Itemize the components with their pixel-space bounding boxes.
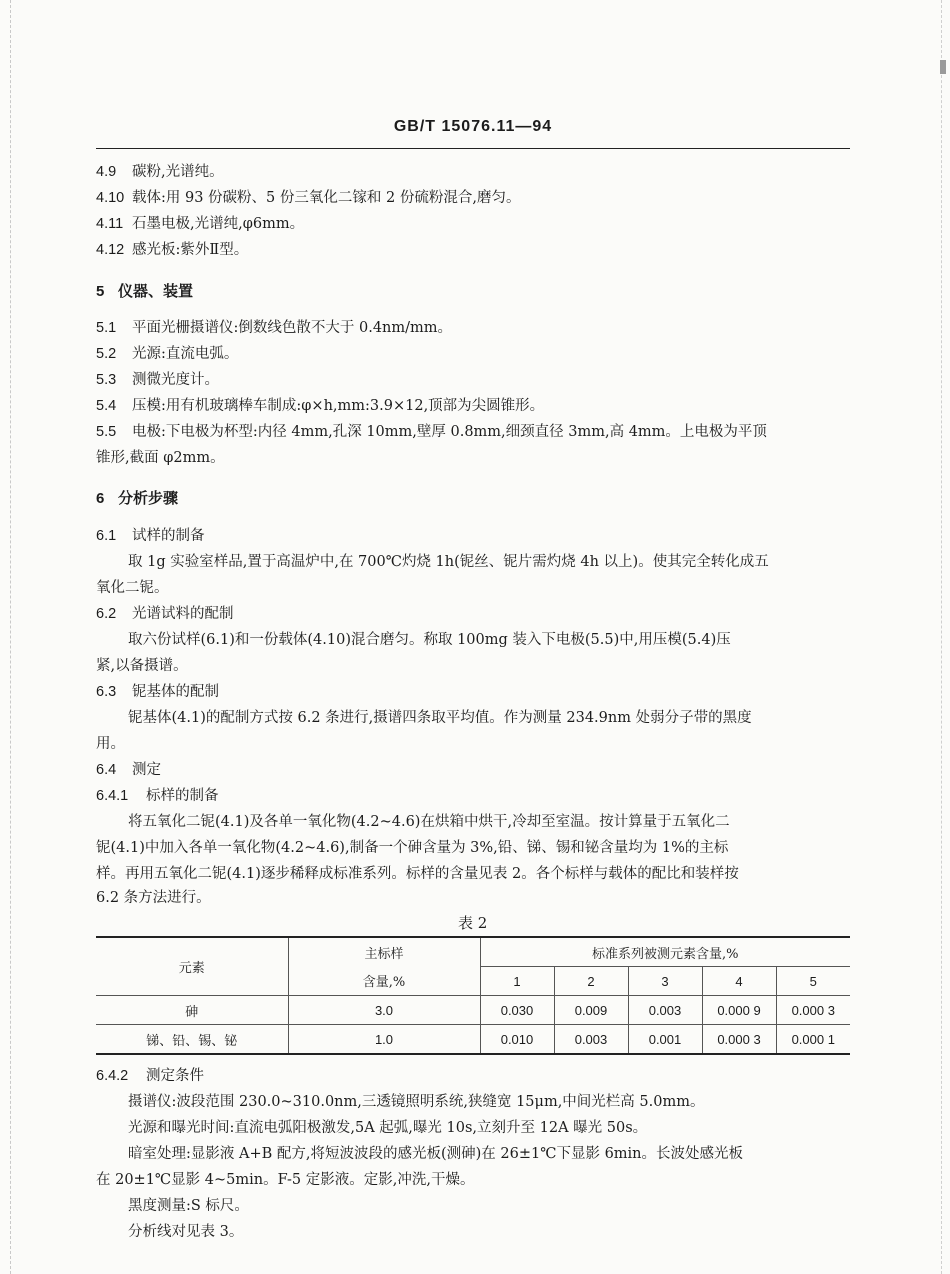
s641-line4: 6.2 条方法进行。: [96, 890, 211, 906]
s642-line1: 摄谱仪:波段范围 230.0~310.0nm,三透镜照明系统,狭缝宽 15μm,中间光栏高 5.0mm。: [128, 1094, 705, 1110]
series-head: 5: [776, 967, 850, 996]
section-5-heading: 5 仪器、装置: [96, 282, 194, 300]
s61-heading: 6.1 试样的制备: [96, 528, 205, 544]
cell-value: 0.000 3: [702, 1025, 776, 1055]
cell-element: 锑、铅、锡、铋: [96, 1025, 288, 1055]
col-series-header: 标准系列被测元素含量,%: [480, 937, 850, 967]
item-5-5: 5.5 电极:下电极为杯型:内径 4mm,孔深 10mm,壁厚 0.8mm,细颈直径 3mm,高 4mm。上电极为平顶: [96, 424, 767, 440]
scan-edge-right: [941, 0, 942, 1274]
s64-heading: 6.4 测定: [96, 762, 161, 778]
item-5-3: 5.3 测微光度计。: [96, 372, 219, 388]
s63-heading: 6.3 铌基体的配制: [96, 684, 219, 700]
table-row: [96, 996, 850, 1025]
cell-value: 0.000 1: [776, 1025, 850, 1055]
s63-line1: 铌基体(4.1)的配制方式按 6.2 条进行,摄谱四条取平均值。作为测量 234.9nm 处弱分子带的黑度: [128, 710, 752, 726]
table-row: [96, 1025, 850, 1055]
s641-line2: 铌(4.1)中加入各单一氧化物(4.2~4.6),制备一个砷含量为 3%,铅、锑、锡和铋含量均为 1%的主标: [96, 840, 729, 856]
s63-line2: 用。: [96, 736, 125, 752]
s642-line2: 光源和曝光时间:直流电弧阳极激发,5A 起弧,曝光 10s,立刻升至 12A 曝光 50s。: [128, 1120, 648, 1136]
s61-line1: 取 1g 实验室样品,置于高温炉中,在 700℃灼烧 1h(铌丝、铌片需灼烧 4h 以上)。使其完全转化成五: [128, 554, 769, 570]
s61-line2: 氧化二铌。: [96, 580, 169, 596]
table-2: [96, 936, 850, 1055]
cell-value: 0.003: [628, 996, 702, 1025]
item-5-2: 5.2 光源:直流电弧。: [96, 346, 239, 362]
col-main-header-l2: 含量,%: [288, 967, 480, 996]
s642-line3: 暗室处理:显影液 A+B 配方,将短波波段的感光板(测砷)在 26±1℃下显影 6min。长波处感光板: [128, 1146, 744, 1162]
col-element-header: 元素: [96, 937, 288, 996]
item-5-5-cont: 锥形,截面 φ2mm。: [96, 450, 225, 466]
col-main-header-l1: 主标样: [288, 937, 480, 967]
item-5-1: 5.1 平面光栅摄谱仪:倒数线色散不大于 0.4nm/mm。: [96, 320, 453, 336]
cell-main: 3.0: [288, 996, 480, 1025]
item-4-12: 4.12 感光板:紫外Ⅱ型。: [96, 242, 249, 258]
s642-line5: 黑度测量:S 标尺。: [128, 1198, 249, 1214]
item-4-10: 4.10 载体:用 93 份碳粉、5 份三氧化二镓和 2 份硫粉混合,磨匀。: [96, 190, 521, 206]
item-4-11: 4.11 石墨电极,光谱纯,φ6mm。: [96, 216, 305, 232]
cell-value: 0.000 9: [702, 996, 776, 1025]
cell-main: 1.0: [288, 1025, 480, 1055]
s642-line4: 在 20±1℃显影 4~5min。F-5 定影液。定影,冲洗,干燥。: [96, 1172, 475, 1188]
s62-heading: 6.2 光谱试料的配制: [96, 606, 234, 622]
table-header-row: [96, 937, 850, 967]
s641-line3: 样。再用五氧化二铌(4.1)逐步稀释成标准系列。标样的含量见表 2。各个标样与载体的配比和装样按: [96, 866, 739, 882]
cell-element: 砷: [96, 996, 288, 1025]
table-2-caption: 表 2: [458, 914, 488, 932]
s641-heading: 6.4.1 标样的制备: [96, 788, 219, 804]
scan-mark: [940, 60, 946, 74]
cell-value: 0.003: [554, 1025, 628, 1055]
cell-value: 0.001: [628, 1025, 702, 1055]
series-head: 2: [554, 967, 628, 996]
s62-line2: 紧,以备摄谱。: [96, 658, 188, 674]
s62-line1: 取六份试样(6.1)和一份载体(4.10)混合磨匀。称取 100mg 装入下电极(5.5)中,用压模(5.4)压: [128, 632, 731, 648]
series-head: 3: [628, 967, 702, 996]
scan-edge-left: [10, 0, 11, 1274]
s641-line1: 将五氧化二铌(4.1)及各单一氧化物(4.2~4.6)在烘箱中烘干,冷却至室温。按计算量于五氧化二: [128, 814, 730, 830]
s642-line6: 分析线对见表 3。: [128, 1224, 244, 1240]
cell-value: 0.010: [480, 1025, 554, 1055]
cell-value: 0.009: [554, 996, 628, 1025]
series-head: 1: [480, 967, 554, 996]
page-header: GB/T 15076.11—94: [96, 114, 850, 149]
cell-value: 0.030: [480, 996, 554, 1025]
section-6-heading: 6 分析步骤: [96, 489, 179, 507]
cell-value: 0.000 3: [776, 996, 850, 1025]
item-4-9: 4.9 碳粉,光谱纯。: [96, 164, 224, 180]
series-head: 4: [702, 967, 776, 996]
item-5-4: 5.4 压模:用有机玻璃棒车制成:φ×h,mm:3.9×12,顶部为尖圆锥形。: [96, 398, 545, 414]
s642-heading: 6.4.2 测定条件: [96, 1068, 204, 1084]
